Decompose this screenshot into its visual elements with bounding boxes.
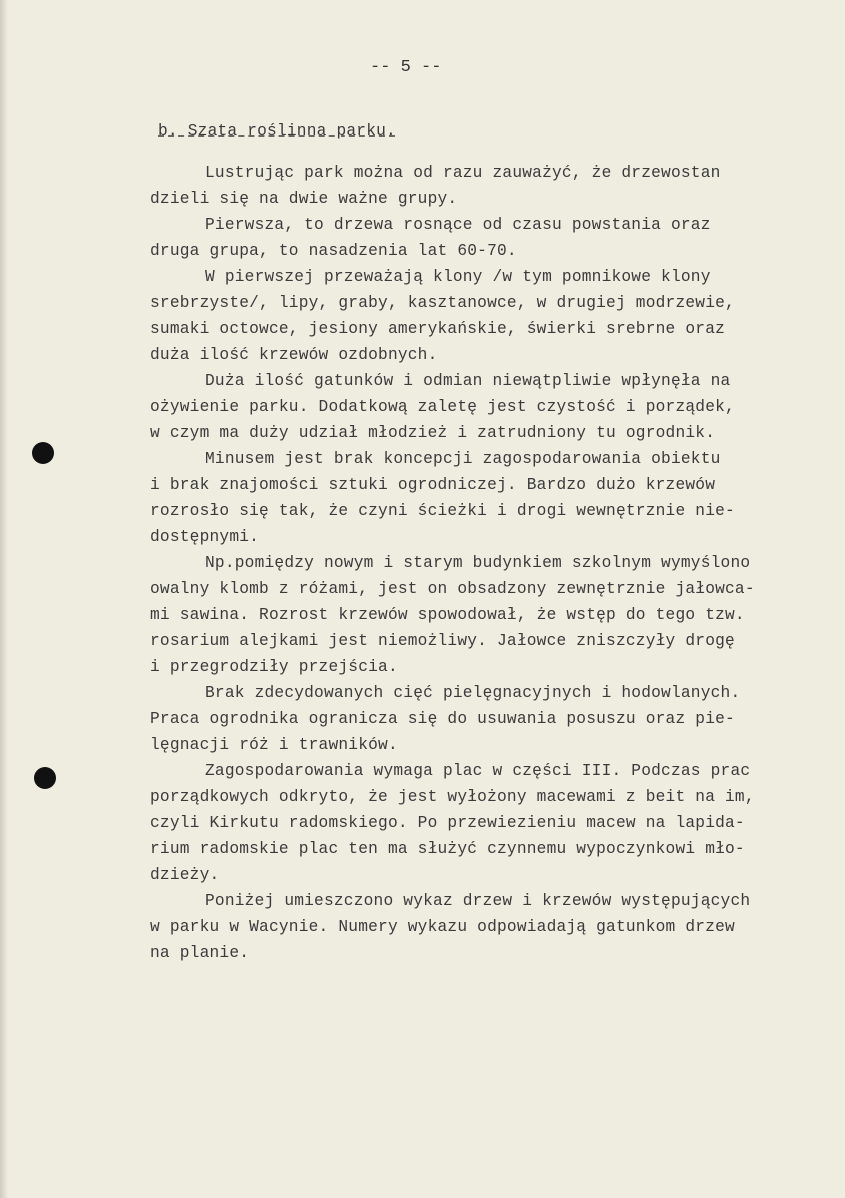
- paragraph-line: Pierwsza, to drzewa rosnące od czasu powstania oraz: [205, 216, 711, 234]
- paragraph-line: rium radomskie plac ten ma służyć czynnemu wypoczynkowi mło-: [150, 840, 745, 858]
- paragraph-line: duża ilość krzewów ozdobnych.: [150, 346, 438, 364]
- paragraph-line: owalny klomb z różami, jest on obsadzony zewnętrznie jałowca-: [150, 580, 755, 598]
- paragraph-line: dzieli się na dwie ważne grupy.: [150, 190, 458, 208]
- paragraph-line: dzieży.: [150, 866, 220, 884]
- punch-hole-icon: [34, 767, 56, 789]
- paragraph-line: i brak znajomości sztuki ogrodniczej. Bardzo dużo krzewów: [150, 476, 716, 494]
- paragraph-line: rozrosło się tak, że czyni ścieżki i drogi wewnętrznie nie-: [150, 502, 735, 520]
- paragraph-line: dostępnymi.: [150, 528, 260, 546]
- paragraph-line: w parku w Wacynie. Numery wykazu odpowiadają gatunkom drzew: [150, 918, 735, 936]
- paragraph-line: mi sawina. Rozrost krzewów spowodował, że wstęp do tego tzw.: [150, 606, 745, 624]
- paragraph-line: Praca ogrodnika ogranicza się do usuwania posuszu oraz pie-: [150, 710, 735, 728]
- paragraph-line: w czym ma duży udział młodzież i zatrudniony tu ogrodnik.: [150, 424, 716, 442]
- paragraph-line: druga grupa, to nasadzenia lat 60-70.: [150, 242, 517, 260]
- paragraph-line: porządkowych odkryto, że jest wyłożony macewami z beit na im,: [150, 788, 755, 806]
- paragraph-line: W pierwszej przeważają klony /w tym pomnikowe klony: [205, 268, 711, 286]
- paragraph-line: i przegrodziły przejścia.: [150, 658, 398, 676]
- paragraph-line: rosarium alejkami jest niemożliwy. Jałowce zniszczyły drogę: [150, 632, 735, 650]
- paragraph-line: Zagospodarowania wymaga plac w części III. Podczas prac: [205, 762, 751, 780]
- punch-hole-icon: [32, 442, 54, 464]
- paragraph-line: Lustrując park można od razu zauważyć, że drzewostan: [205, 164, 721, 182]
- paragraph-line: Np.pomiędzy nowym i starym budynkiem szkolnym wymyślono: [205, 554, 751, 572]
- paragraph-line: na planie.: [150, 944, 250, 962]
- section-heading: b. Szata roślinna parku.: [158, 122, 396, 140]
- paragraph-line: sumaki octowce, jesiony amerykańskie, świerki srebrne oraz: [150, 320, 726, 338]
- paper-edge-shadow: [0, 0, 8, 1198]
- paragraph-line: czyli Kirkutu radomskiego. Po przewiezieniu macew na lapida-: [150, 814, 745, 832]
- paragraph-line: lęgnacji róż i trawników.: [150, 736, 398, 754]
- paragraph-line: Poniżej umieszczono wykaz drzew i krzewów występujących: [205, 892, 751, 910]
- paragraph-line: srebrzyste/, lipy, graby, kasztanowce, w drugiej modrzewie,: [150, 294, 735, 312]
- paragraph-line: ożywienie parku. Dodatkową zaletę jest czystość i porządek,: [150, 398, 735, 416]
- page-number: -- 5 --: [370, 58, 442, 77]
- paragraph-line: Duża ilość gatunków i odmian niewątpliwie wpłynęła na: [205, 372, 731, 390]
- paragraph-line: Minusem jest brak koncepcji zagospodarowania obiektu: [205, 450, 721, 468]
- paragraph-line: Brak zdecydowanych cięć pielęgnacyjnych i hodowlanych.: [205, 684, 741, 702]
